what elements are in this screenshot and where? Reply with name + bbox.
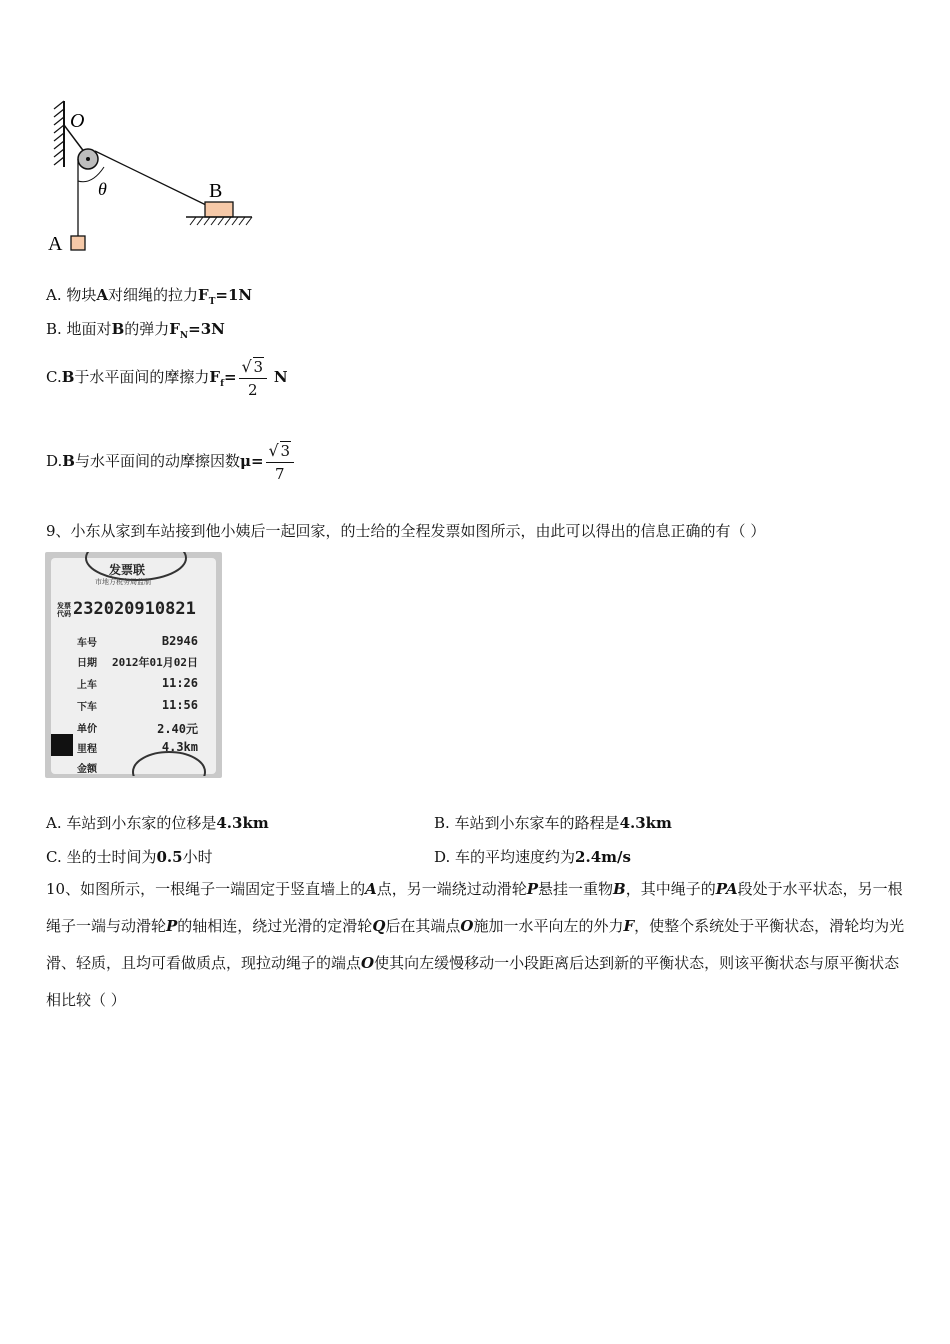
receipt-redacted-block [51,734,73,756]
pulley-diagram [40,95,265,260]
q8-option-b[interactable]: B. 地面对B的弹力$F_N=3N$ [46,320,225,341]
q9-option-c[interactable]: C. 坐的士时间为0.5小时 [46,848,213,866]
block-a [71,236,85,250]
receipt-sub-header: 市地方税务局监制 [95,578,151,586]
label-theta: θ [98,179,107,199]
q10-stem: 10、如图所示，一根绳子一端固定于竖直墙上的A点，另一端绕过动滑轮P悬挂一重物B，其中绳子的PA段处于水平状态，另一根绳子一端与动滑轮P的轴相连，绕过光滑的定滑轮Q后在其端点O施加一水平向左的外力F，使整个系统处于平衡状态，滑轮均为光滑、轻质，且均可看做质点，现拉动绳子的端点O使其向左缓慢移动一小段距离后达到新的平衡状态，则该平衡状态与原平衡状态相比较（ ） [46,880,905,1009]
taxi-receipt-image: 发票联 市地方税务局监制 发票代码 232020910821 车号 B2946 日期 2012年01月02日 上车 11:26 下车 11:56 单价 2.40元 里程 4.3km 金额 [45,552,222,778]
wall-hatching [54,101,64,165]
q9-option-a[interactable]: A. 车站到小东家的位移是4.3km [46,814,269,832]
q8-option-a[interactable]: A. 物块A对细绳的拉力$F_T=1N$ [46,286,253,307]
label-o: O [70,110,85,132]
receipt-seal-bottom [129,746,209,776]
label-b: B [209,180,223,202]
fraction-sqrt3-over-7: √ 3 7 [266,440,295,485]
q8-option-c[interactable]: C.B于水平面间的摩擦力$F_f=$ √ 3 2 N [46,356,288,399]
q9-option-d[interactable]: D. 车的平均速度约为2.4m/s [434,848,631,866]
q9-option-b[interactable]: B. 车站到小东家车的路程是4.3km [434,814,672,832]
label-a: A [48,233,63,255]
ground-hatching [190,217,252,225]
receipt-header: 发票联 [109,563,146,577]
receipt-code: 232020910821 [73,599,196,619]
q9-stem: 9、小东从家到车站接到他小姨后一起回家，的士给的全程发票如图所示，由此可以得出的信息正确的有（ ） [46,522,766,540]
rope-to-b [95,151,206,205]
receipt-code-label: 发票代码 [57,602,71,618]
fraction-sqrt3-over-2: √ 3 2 [239,356,268,401]
q8-option-d[interactable]: D.B与水平面间的动摩擦因数μ= √ 3 7 [46,438,296,485]
block-b [205,202,233,217]
